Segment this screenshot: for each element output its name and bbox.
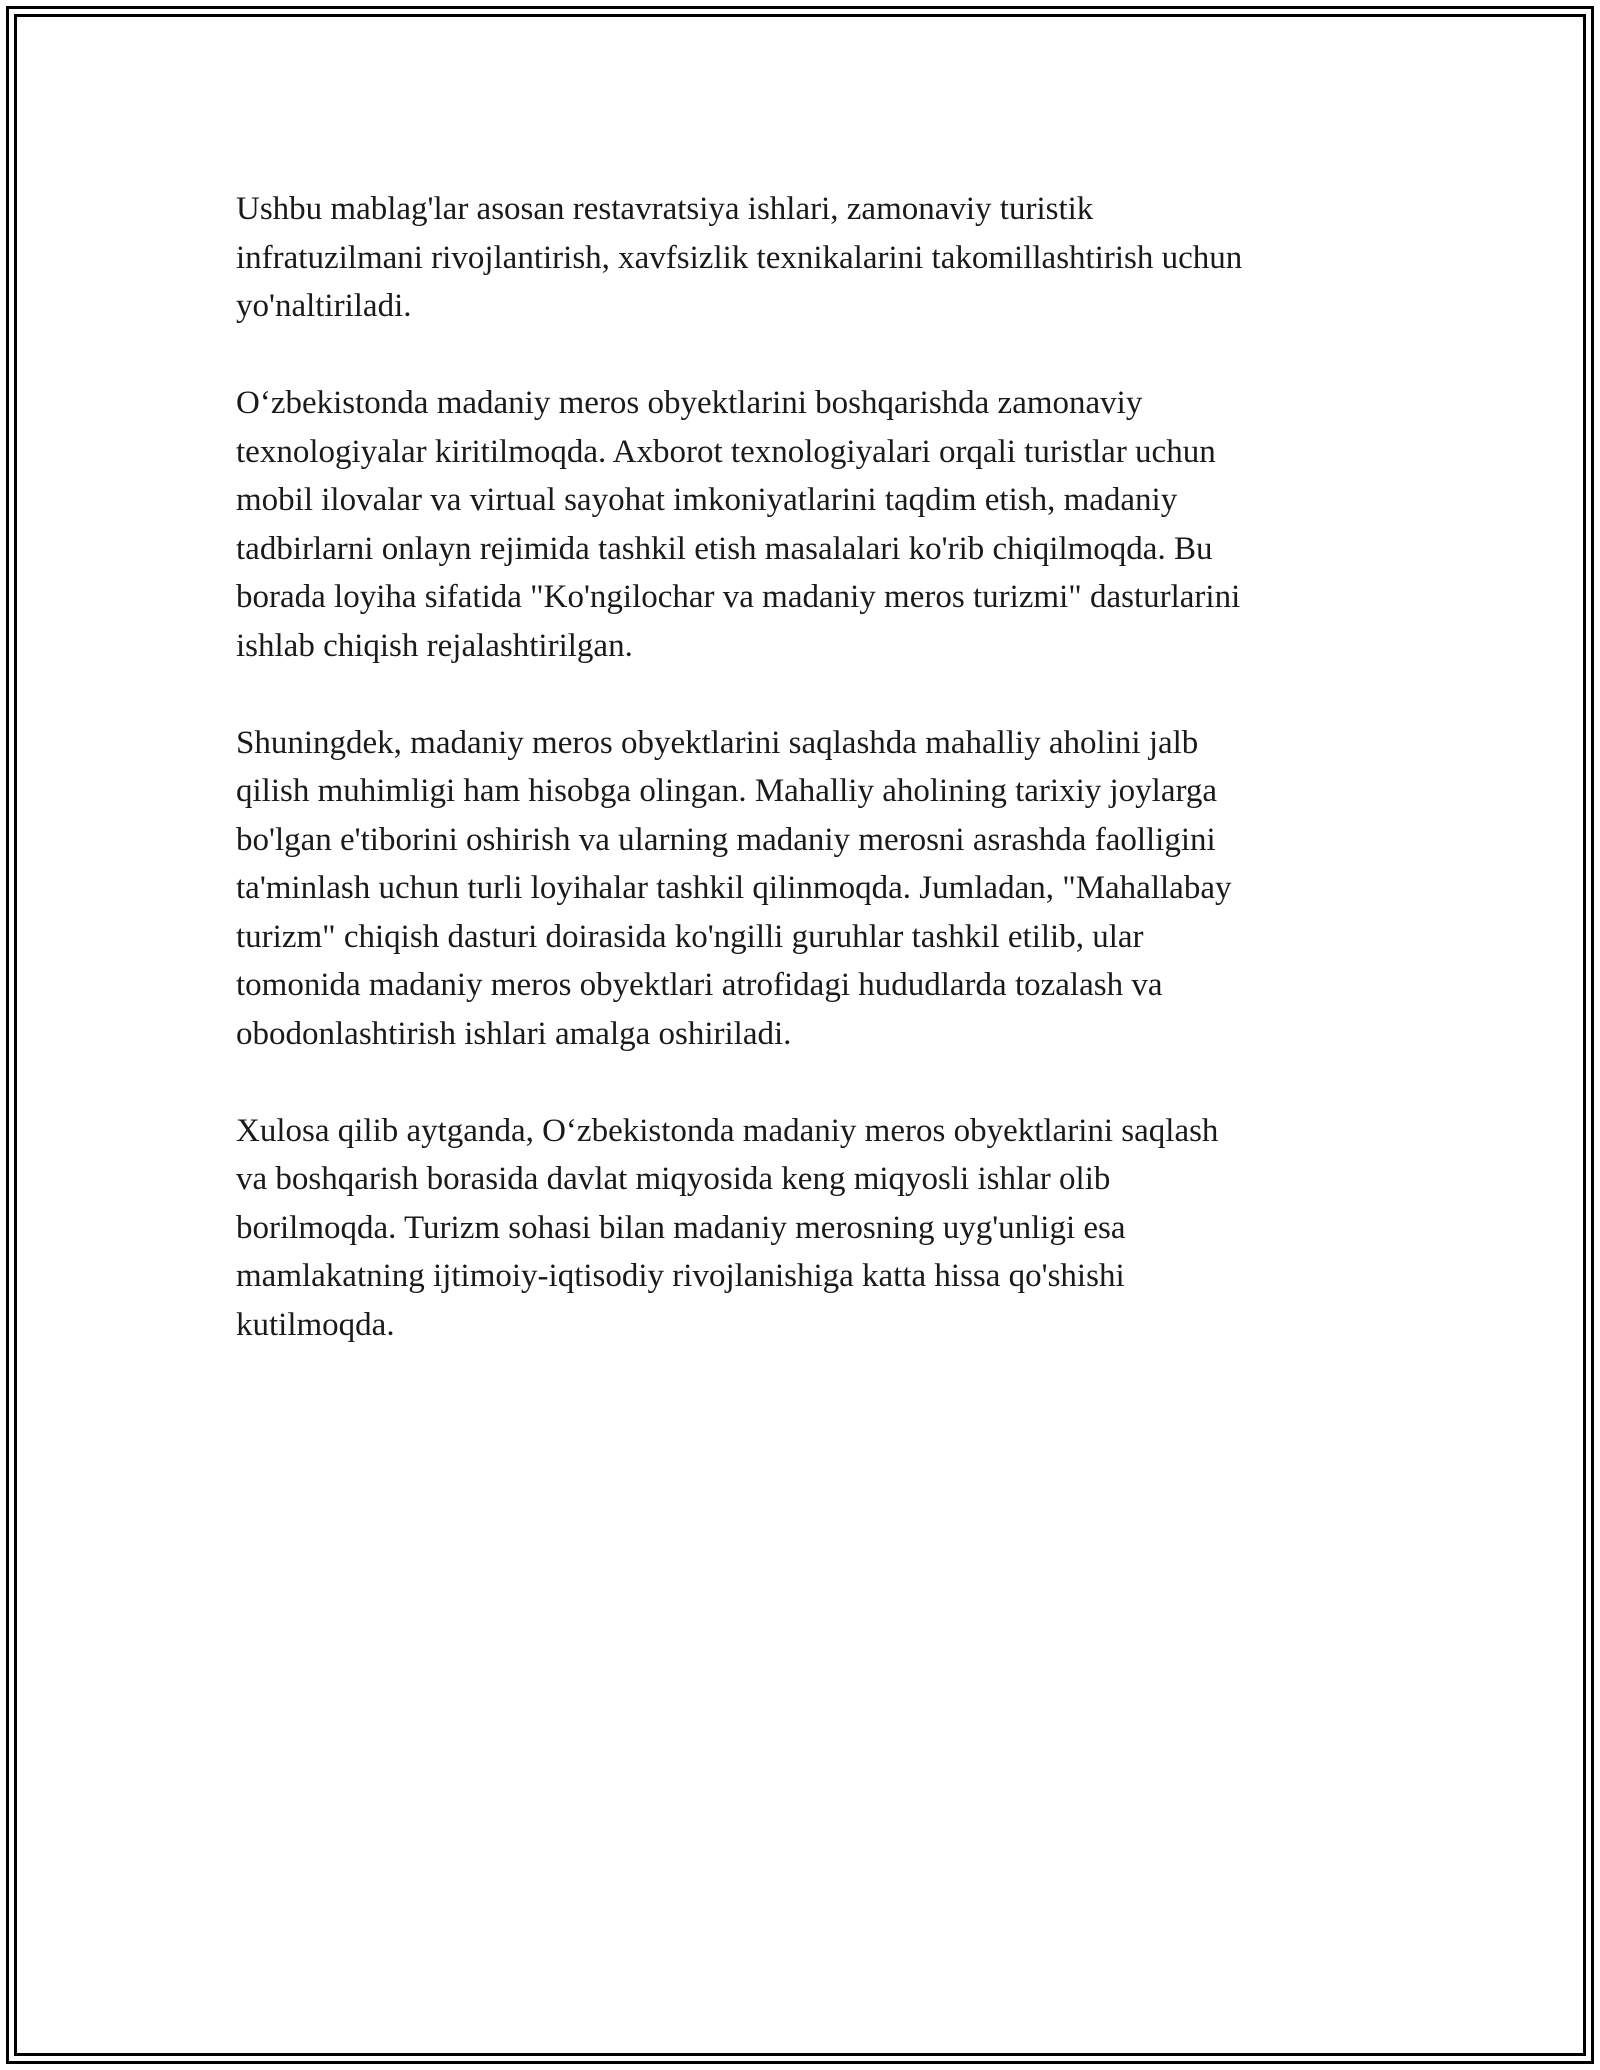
paragraph-technology: O‘zbekistonda madaniy meros obyektlarini boshqarishda zamonaviy texnologiyalar kiritilmoqda. Axborot texnologiyalari orqali turistlar uchun mobil ilovalar va virtual sayohat imkoniyatlarini taqdim etish, madaniy tadbirlarni onlayn rejimida tashkil etish masalalari ko'rib chiqilmoqda. Bu borada loyiha sifatida "Ko'ngilochar va madaniy meros turizmi" dasturlarini ishlab chiqish rejalashtirilgan. — [236, 385, 1241, 664]
paragraph-local-community: Shuningdek, madaniy meros obyektlarini saqlashda mahalliy aholini jalb qilish muhimligi ham hisobga olingan. Mahalliy aholining tarixiy joylarga bo'lgan e'tiborini oshirish va ularning madaniy merosni asrashda faolligini ta'minlash uchun turli loyihalar tashkil qilinmoqda. Jumladan, "Mahallabay turizm" chiqish dasturi doirasida ko'ngilli guruhlar tashkil etilib, ular tomonida madaniy meros obyektlari atrofidagi hududlarda tozalash va obodonlashtirish ishlari amalga oshiriladi. — [236, 724, 1232, 1052]
document-body — [236, 185, 1376, 1398]
paragraph-conclusion: Xulosa qilib aytganda, O‘zbekistonda madaniy meros obyektlarini saqlash va boshqarish borasida davlat miqyosida keng miqyosli ishlar olib borilmoqda. Turizm sohasi bilan madaniy merosning uyg'unligi esa mamlakatning ijtimoiy-iqtisodiy rivojlanishiga katta hissa qo'shishi kutilmoqda. — [236, 1112, 1219, 1343]
paragraph-funding: Ushbu mablag'lar asosan restavratsiya ishlari, zamonaviy turistik infratuzilmani rivojlantirish, xavfsizlik texnikalarini takomillashtirish uchun yo'naltiriladi. — [236, 191, 1243, 324]
